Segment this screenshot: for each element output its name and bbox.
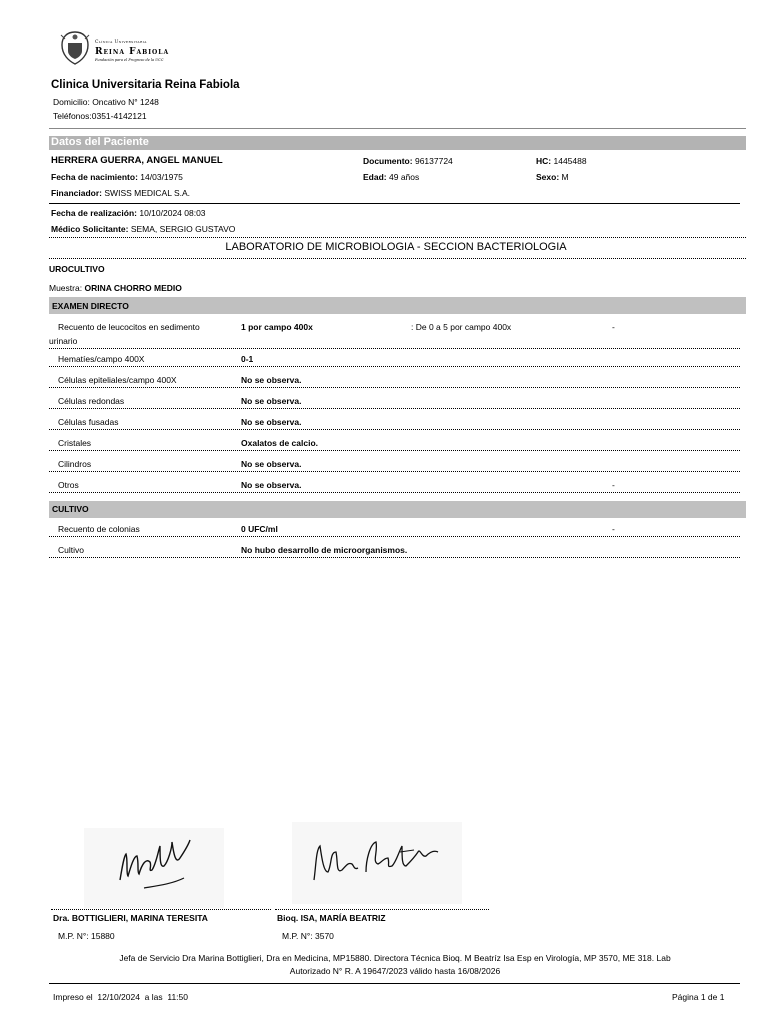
result-label-cont: urinario xyxy=(49,336,78,346)
cultivo-title: CULTIVO xyxy=(52,504,89,514)
muestra-label: Muestra: xyxy=(49,283,83,293)
row-divider xyxy=(49,471,740,472)
patient-section-title: Datos del Paciente xyxy=(51,136,149,148)
row-divider xyxy=(49,408,740,409)
result-value: 0-1 xyxy=(241,354,254,364)
birth-value: 14/03/1975 xyxy=(140,172,183,182)
footer-divider xyxy=(49,983,740,984)
row-divider xyxy=(49,366,740,367)
realizacion-medico xyxy=(51,224,235,234)
study-name: UROCULTIVO xyxy=(49,264,105,274)
result-label: Recuento de colonias xyxy=(58,524,140,534)
result-label: Cilindros xyxy=(58,459,92,469)
patient-section-bar xyxy=(49,136,746,150)
medico-value: SEMA, SERGIO GUSTAVO xyxy=(130,224,236,234)
lab-title: LABORATORIO DE MICROBIOLOGIA - SECCION BACTERIOLOGIA xyxy=(225,241,567,253)
fecha-label: Fecha de realización: xyxy=(51,208,137,218)
result-value: No se observa. xyxy=(241,375,302,385)
signature-name-2: Bioq. ISA, MARÍA BEATRIZ xyxy=(277,913,386,923)
signature-mp-1: M.P. N°: 15880 xyxy=(58,931,115,941)
lab-title-bottom-line xyxy=(49,258,746,259)
signature-line-2 xyxy=(275,909,489,910)
logo-line3: Fundación para el Progreso de la UCC xyxy=(95,58,164,62)
footer-note-line2: Autorizado N° R. A 19647/2023 válido hasta 16/08/2026 xyxy=(289,966,501,976)
examen-directo-bar xyxy=(49,297,746,314)
result-dash: - xyxy=(612,480,615,490)
result-label: Recuento de leucocitos en sedimento xyxy=(58,322,200,332)
lab-title-top-line xyxy=(49,237,746,238)
row-divider xyxy=(49,348,740,349)
examen-directo-title: EXAMEN DIRECTO xyxy=(52,301,129,311)
patient-financiador xyxy=(51,188,190,198)
realizacion-fecha xyxy=(51,208,206,218)
header-divider xyxy=(49,128,746,129)
row-divider xyxy=(49,387,740,388)
edad-value: 49 años xyxy=(389,172,420,182)
crest-icon xyxy=(57,29,93,67)
edad-label: Edad: xyxy=(363,172,387,182)
sexo-label: Sexo: xyxy=(536,172,560,182)
sexo-value: M xyxy=(561,172,569,182)
patient-hc xyxy=(536,156,587,166)
printed-date: Impreso el 12/10/2024 a las 11:50 xyxy=(53,992,188,1002)
footer-note-line1: Jefa de Servicio Dra Marina Bottiglieri, Dra en Medicina, MP15880. Directora Técnica Bioq. M Beatríz Isa Esp en Virología, MP 3570, ME 318. Lab xyxy=(119,953,671,963)
result-value: No se observa. xyxy=(241,396,302,406)
signature-bottiglieri-image xyxy=(84,828,224,908)
patient-name: HERRERA GUERRA, ANGEL MANUEL xyxy=(51,155,223,166)
row-divider xyxy=(49,429,740,430)
result-dash: - xyxy=(612,322,615,332)
result-value: No se observa. xyxy=(241,459,302,469)
birth-label: Fecha de nacimiento: xyxy=(51,172,138,182)
patient-sexo xyxy=(536,172,569,182)
page-number: Página 1 de 1 xyxy=(672,992,725,1002)
result-value: 1 por campo 400x xyxy=(241,322,313,332)
clinic-name: Clinica Universitaria Reina Fabiola xyxy=(51,79,240,91)
medico-label: Médico Solicitante: xyxy=(51,224,129,234)
result-label: Otros xyxy=(58,480,79,490)
muestra-value: ORINA CHORRO MEDIO xyxy=(84,283,182,293)
result-value: No se observa. xyxy=(241,417,302,427)
result-label: Cristales xyxy=(58,438,92,448)
result-value: 0 UFC/ml xyxy=(241,524,278,534)
row-divider xyxy=(49,450,740,451)
row-divider xyxy=(49,557,740,558)
patient-edad xyxy=(363,172,419,182)
financiador-label: Financiador: xyxy=(51,188,103,198)
result-dash: - xyxy=(612,524,615,534)
result-label: Hematíes/campo 400X xyxy=(58,354,145,364)
result-reference: : De 0 a 5 por campo 400x xyxy=(411,322,512,332)
result-label: Células fusadas xyxy=(58,417,119,427)
result-label: Células redondas xyxy=(58,396,125,406)
clinic-logo xyxy=(52,28,186,68)
result-value: Oxalatos de calcio. xyxy=(241,438,319,448)
signature-line-1 xyxy=(51,909,271,910)
clinic-phones: Teléfonos:0351-4142121 xyxy=(53,111,147,121)
hc-label: HC: xyxy=(536,156,552,166)
patient-documento xyxy=(363,156,453,166)
clinic-address: Domicilio: Oncativo N° 1248 xyxy=(53,97,159,107)
signature-mp-2: M.P. N°: 3570 xyxy=(282,931,334,941)
muestra xyxy=(49,283,182,293)
hc-value: 1445488 xyxy=(553,156,587,166)
result-label: Células epiteliales/campo 400X xyxy=(58,375,177,385)
row-divider xyxy=(49,492,740,493)
documento-label: Documento: xyxy=(363,156,413,166)
logo-line2: Reina Fabiola xyxy=(95,47,170,57)
logo-line1: Clínica Universitaria xyxy=(95,40,147,45)
patient-birth xyxy=(51,172,183,182)
documento-value: 96137724 xyxy=(414,156,453,166)
result-value: No hubo desarrollo de microorganismos. xyxy=(241,545,408,555)
signature-isa-image xyxy=(292,822,462,904)
patient-divider xyxy=(49,203,740,204)
cultivo-bar xyxy=(49,501,746,518)
financiador-value: SWISS MEDICAL S.A. xyxy=(104,188,191,198)
row-divider xyxy=(49,536,740,537)
result-value: No se observa. xyxy=(241,480,302,490)
signature-name-1: Dra. BOTTIGLIERI, MARINA TERESITA xyxy=(53,913,208,923)
fecha-value: 10/10/2024 08:03 xyxy=(139,208,206,218)
result-label: Cultivo xyxy=(58,545,84,555)
